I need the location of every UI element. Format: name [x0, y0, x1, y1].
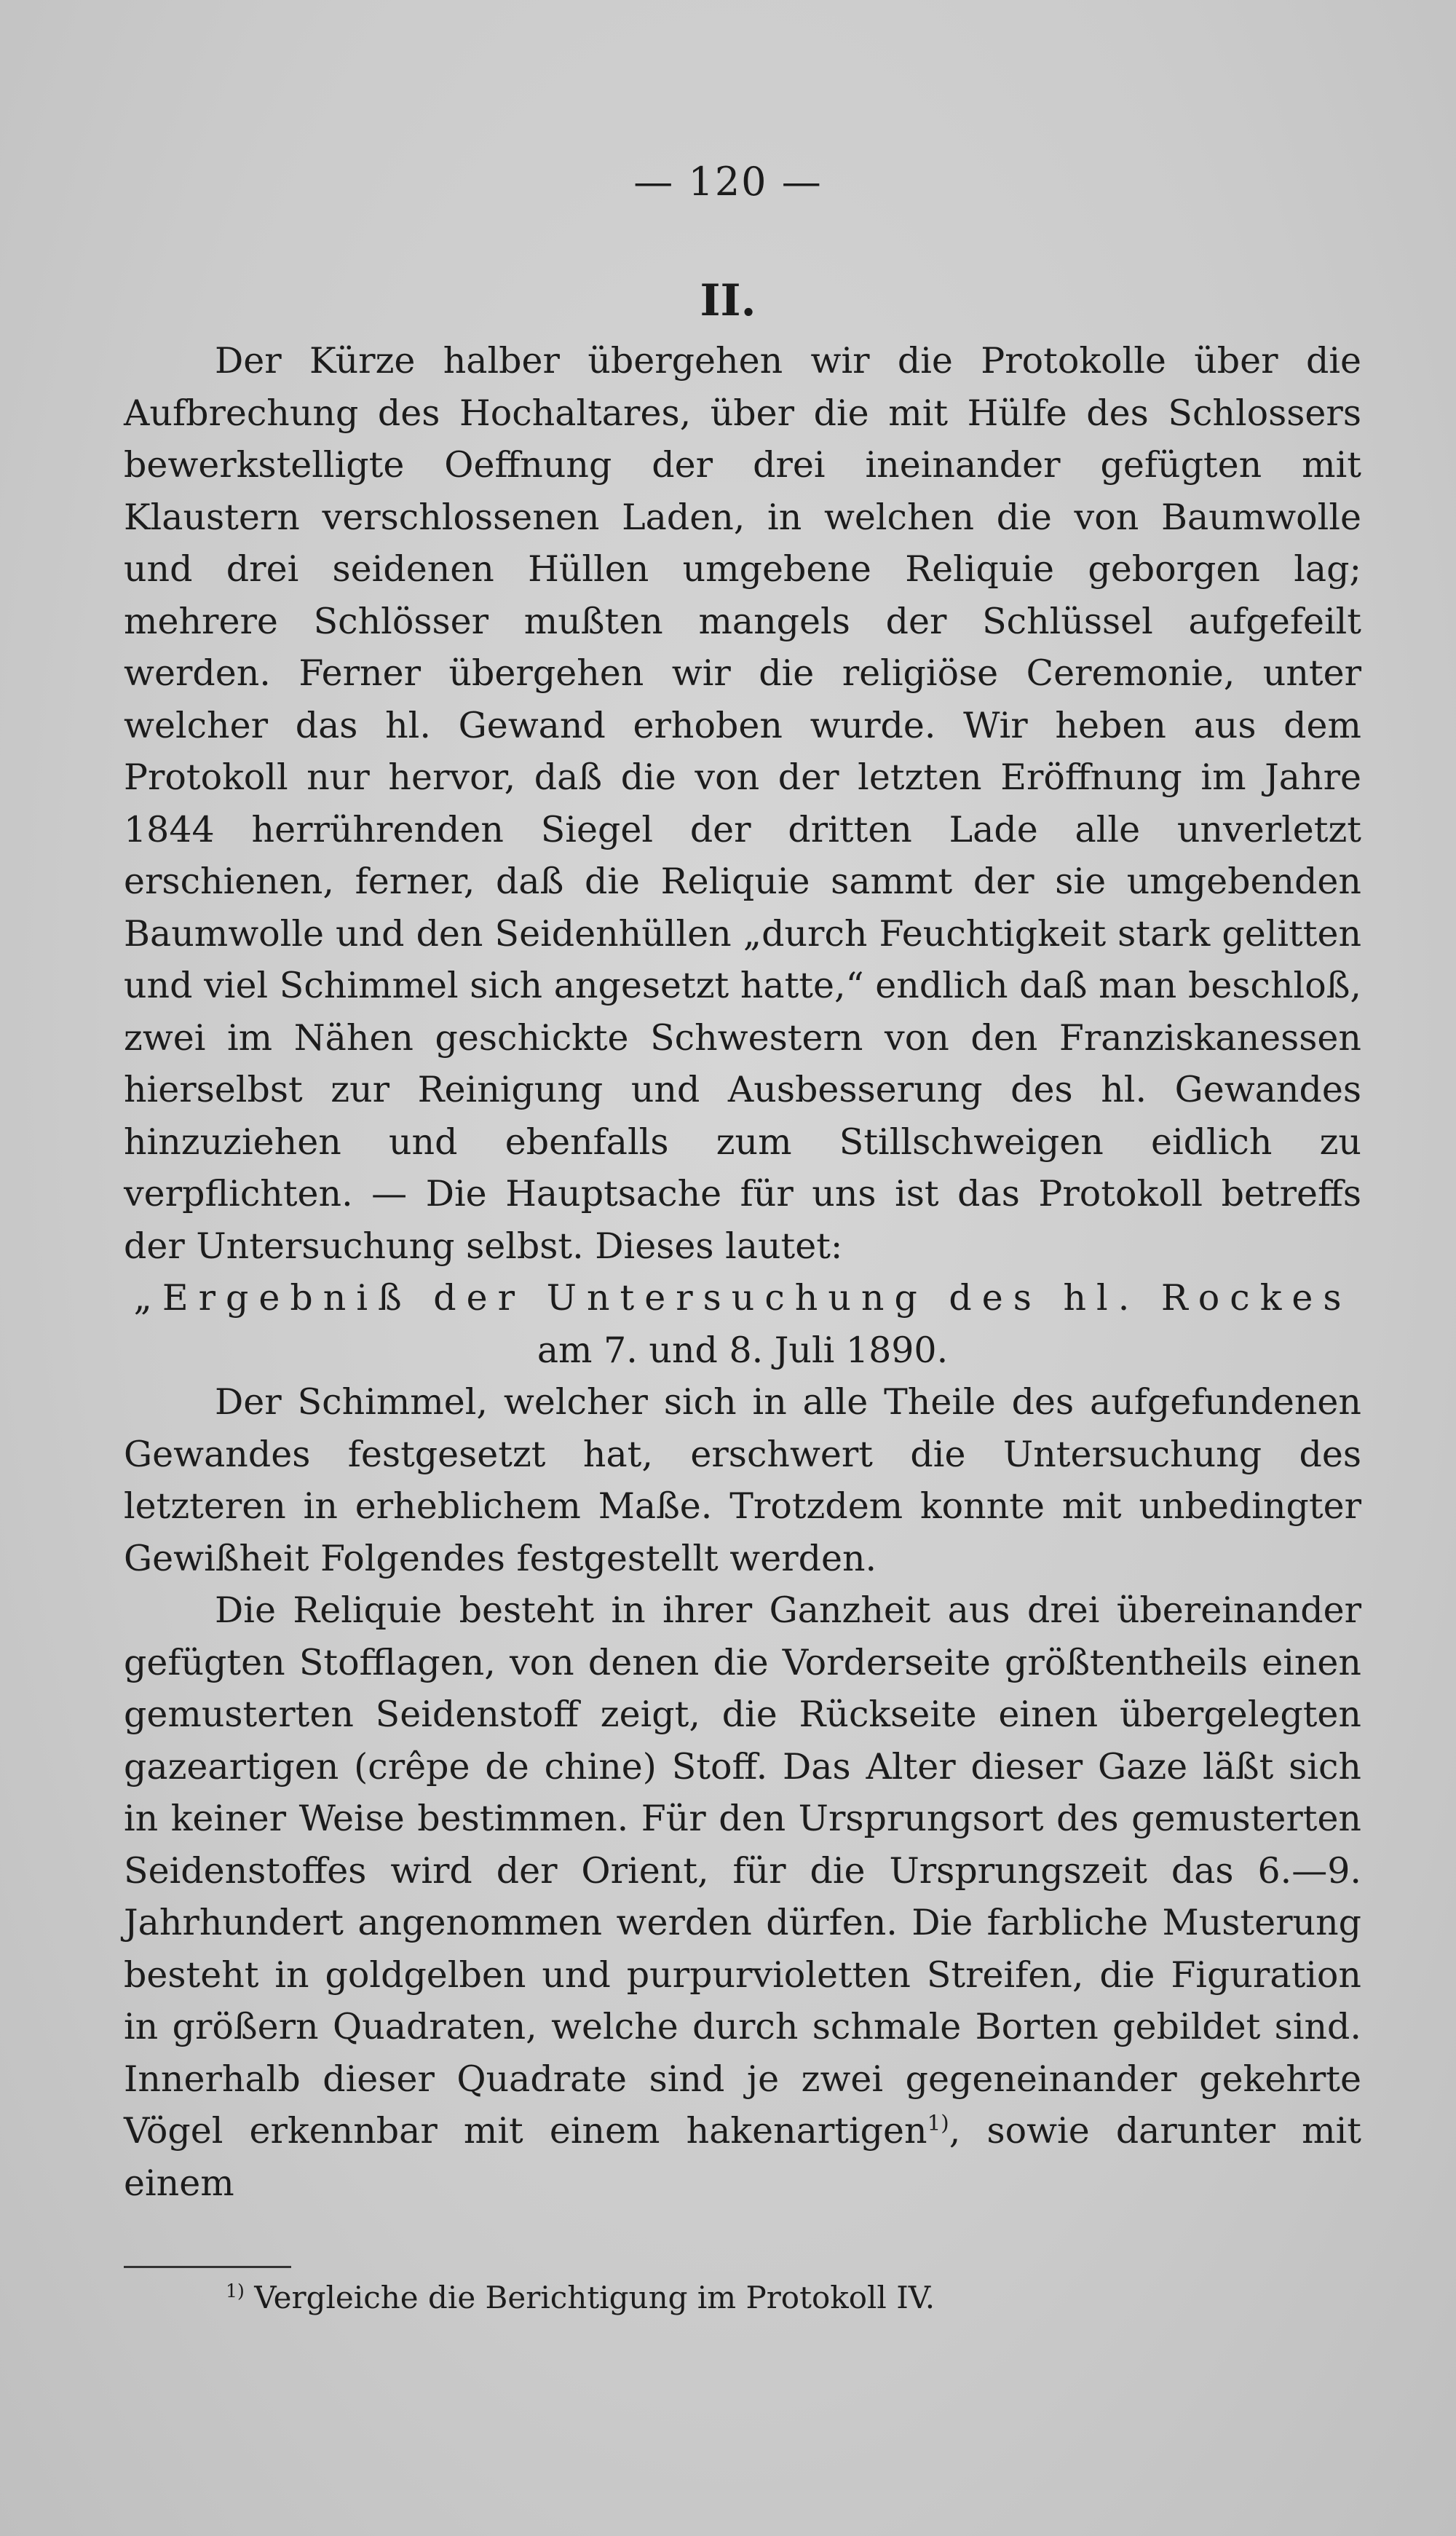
paragraph-mould: Der Schimmel, welcher sich in alle Theile des aufgefundenen Gewandes festgesetzt hat, erschwert die Untersuchung des letzteren in erheblichem Maße. Trotzdem konnte mit unbedingter Gewißheit Folgendes festgestellt werden. — [124, 1381, 1361, 1579]
footnote-reference: 1) — [927, 2110, 949, 2136]
relic-description-continuation: , sowie darunter mit einem — [124, 2110, 1361, 2204]
quoted-report-date: am 7. und 8. Juli 1890. — [537, 1329, 949, 1371]
footnote — [226, 2276, 1318, 2320]
paragraph-protocol-summary: Der Kürze halber übergehen wir die Protokolle über die Aufbrechung des Hochaltares, über die mit Hülfe des Schlossers bewerkstelligte Oeffnung der drei ineinander gefügten mit Klaustern verschlossenen Laden, in welchen die von Baumwolle und drei seidenen Hüllen umgebene Reliquie geborgen lag; mehrere Schlösser mußten mangels der Schlüssel aufgefeilt werden. Ferner übergehen wir die religiöse Ceremonie, unter welcher das hl. Gewand erhoben wurde. Wir heben aus dem Protokoll nur hervor, daß die von der letzten Eröffnung im Jahre 1844 herrührenden Siegel der dritten Lade alle unverletzt erschienen, ferner, daß die Reliquie sammt der sie umgebenden Baumwolle und den Seidenhüllen „durch Feuchtigkeit stark gelitten und viel Schimmel sich angesetzt hatte,“ endlich daß man beschloß, zwei im Nähen geschickte Schwestern von den Franziskanessen hierselbst zur Reinigung und Ausbesserung des hl. Gewandes hinzuziehen und ebenfalls zum Stillschweigen eidlich zu verpflichten. — Die Hauptsache für uns ist das Protokoll betreffs der Untersuchung selbst. Dieses lautet: — [124, 340, 1361, 1267]
quoted-report-title: „Ergebniß der Untersuchung des hl. Rockes — [133, 1277, 1352, 1319]
footnote-marker: 1) — [226, 2280, 245, 2302]
footnote-text: Vergleiche die Berichtigung im Protokoll IV. — [244, 2280, 935, 2315]
relic-description-text: Die Reliquie besteht in ihrer Ganzheit aus drei übereinander gefügten Stofflagen, von denen die Vorderseite größtentheils einen gemusterten Seidenstoff zeigt, die Rückseite einen übergelegten gazeartigen (crêpe de chine) Stoff. Das Alter dieser Gaze läßt sich in keiner Weise bestimmen. Für den Ursprungsort des gemusterten Seidenstoffes wird der Orient, für die Ursprungszeit das 6.—9. Jahrhundert angenommen werden dürfen. Die farbliche Musterung besteht in goldgelben und purpurvioletten Streifen, die Figuration in größern Quadraten, welche durch schmale Borten gebildet sind. Innerhalb dieser Quadrate sind je zwei gegeneinander gekehrte Vögel erkennbar mit einem hakenartigen — [124, 1589, 1361, 2152]
page-number: — 120 — — [633, 159, 823, 205]
body-text — [124, 335, 1361, 2209]
footnote-divider — [124, 2266, 291, 2268]
paragraph-relic-description — [124, 1584, 1361, 2209]
section-heading: II. — [700, 275, 756, 326]
